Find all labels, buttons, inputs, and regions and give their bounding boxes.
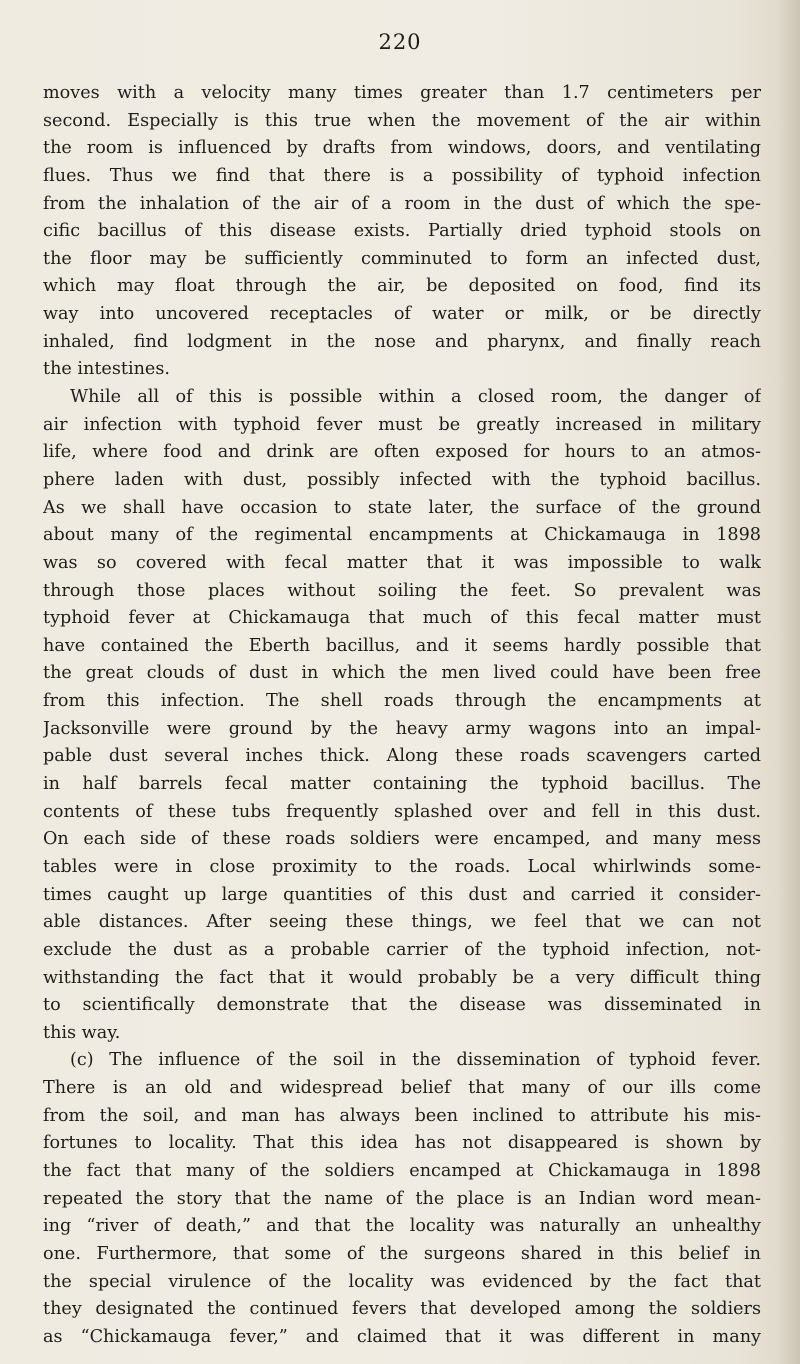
text-line: typhoid fever at Chickamauga that much of this fecal matter must — [43, 608, 761, 629]
text-line: flues. Thus we find that there is a possibility of typhoid infection — [43, 165, 761, 186]
text-line: cific bacillus of this disease exists. Partially dried typhoid stools on — [43, 221, 761, 242]
text-line: As we shall have occasion to state later, the surface of the ground — [43, 497, 761, 518]
text-line: repeated the story that the name of the place is an Indian word mean- — [43, 1188, 761, 1209]
text-line: the great clouds of dust in which the men lived could have been free — [43, 663, 761, 684]
text-line: from the inhalation of the air of a room in the dust of which the spe- — [43, 193, 761, 214]
text-line: have contained the Eberth bacillus, and it seems hardly possible that — [43, 635, 761, 656]
text-line: as “Chickamauga fever,” and claimed that it was different in many — [43, 1326, 761, 1347]
text-line: about many of the regimental encampments at Chickamauga in 1898 — [43, 525, 761, 546]
text-line: this way. — [43, 1022, 121, 1043]
text-line: times caught up large quantities of this dust and carried it consider- — [43, 884, 761, 905]
text-line: tables were in close proximity to the roads. Local whirlwinds some- — [43, 856, 761, 877]
text-line: second. Especially is this true when the movement of the air within — [43, 110, 761, 131]
text-line: which may float through the air, be deposited on food, find its — [43, 276, 761, 297]
text-line: inhaled, find lodgment in the nose and pharynx, and finally reach — [43, 331, 761, 352]
text-line: contents of these tubs frequently splashed over and fell in this dust. — [43, 801, 761, 822]
paragraph-start-line: (c) The influence of the soil in the dissemination of typhoid fever. — [70, 1050, 761, 1071]
text-line: pable dust several inches thick. Along these roads scavengers carted — [43, 746, 761, 767]
text-line: through those places without soiling the feet. So prevalent was — [43, 580, 761, 601]
text-line: they designated the continued fevers that developed among the soldiers — [43, 1299, 761, 1320]
text-line: one. Furthermore, that some of the surgeons shared in this belief in — [43, 1243, 761, 1264]
text-line: the intestines. — [43, 359, 170, 380]
text-line: fortunes to locality. That this idea has not disappeared is shown by — [43, 1133, 761, 1154]
paragraph-start-line: While all of this is possible within a closed room, the danger of — [70, 387, 761, 408]
text-line: Jacksonville were ground by the heavy army wagons into an impal- — [43, 718, 761, 739]
body-text — [43, 80, 761, 1351]
text-line: exclude the dust as a probable carrier of the typhoid infection, not- — [43, 939, 761, 960]
page-number: 220 — [378, 30, 422, 54]
text-line: the room is influenced by drafts from windows, doors, and ventilating — [43, 138, 761, 159]
page-edge-shadow — [778, 0, 800, 1364]
text-line: from the soil, and man has always been inclined to attribute his mis- — [43, 1105, 761, 1126]
text-line: On each side of these roads soldiers were encamped, and many mess — [43, 829, 761, 850]
text-line: from this infection. The shell roads through the encampments at — [43, 691, 761, 712]
text-line: air infection with typhoid fever must be greatly increased in military — [43, 414, 761, 435]
text-line: way into uncovered receptacles of water or milk, or be directly — [43, 304, 761, 325]
text-line: able distances. After seeing these things, we feel that we can not — [43, 912, 761, 933]
text-line: life, where food and drink are often exposed for hours to an atmos- — [43, 442, 761, 463]
text-line: in half barrels fecal matter containing the typhoid bacillus. The — [43, 774, 761, 795]
text-line: withstanding the fact that it would probably be a very difficult thing — [43, 967, 761, 988]
text-line: the special virulence of the locality was evidenced by the fact that — [43, 1271, 761, 1292]
text-line: moves with a velocity many times greater than 1.7 centimeters per — [43, 83, 761, 103]
text-line: There is an old and widespread belief that many of our ills come — [43, 1078, 761, 1099]
text-line: ing “river of death,” and that the locality was naturally an unhealthy — [43, 1216, 761, 1237]
text-line: the floor may be sufficiently comminuted to form an infected dust, — [43, 248, 761, 269]
text-line: the fact that many of the soldiers encamped at Chickamauga in 1898 — [43, 1160, 761, 1181]
text-line: to scientifically demonstrate that the disease was disseminated in — [43, 995, 761, 1016]
text-line: was so covered with fecal matter that it was impossible to walk — [43, 552, 761, 573]
text-line: phere laden with dust, possibly infected with the typhoid bacillus. — [43, 469, 761, 490]
